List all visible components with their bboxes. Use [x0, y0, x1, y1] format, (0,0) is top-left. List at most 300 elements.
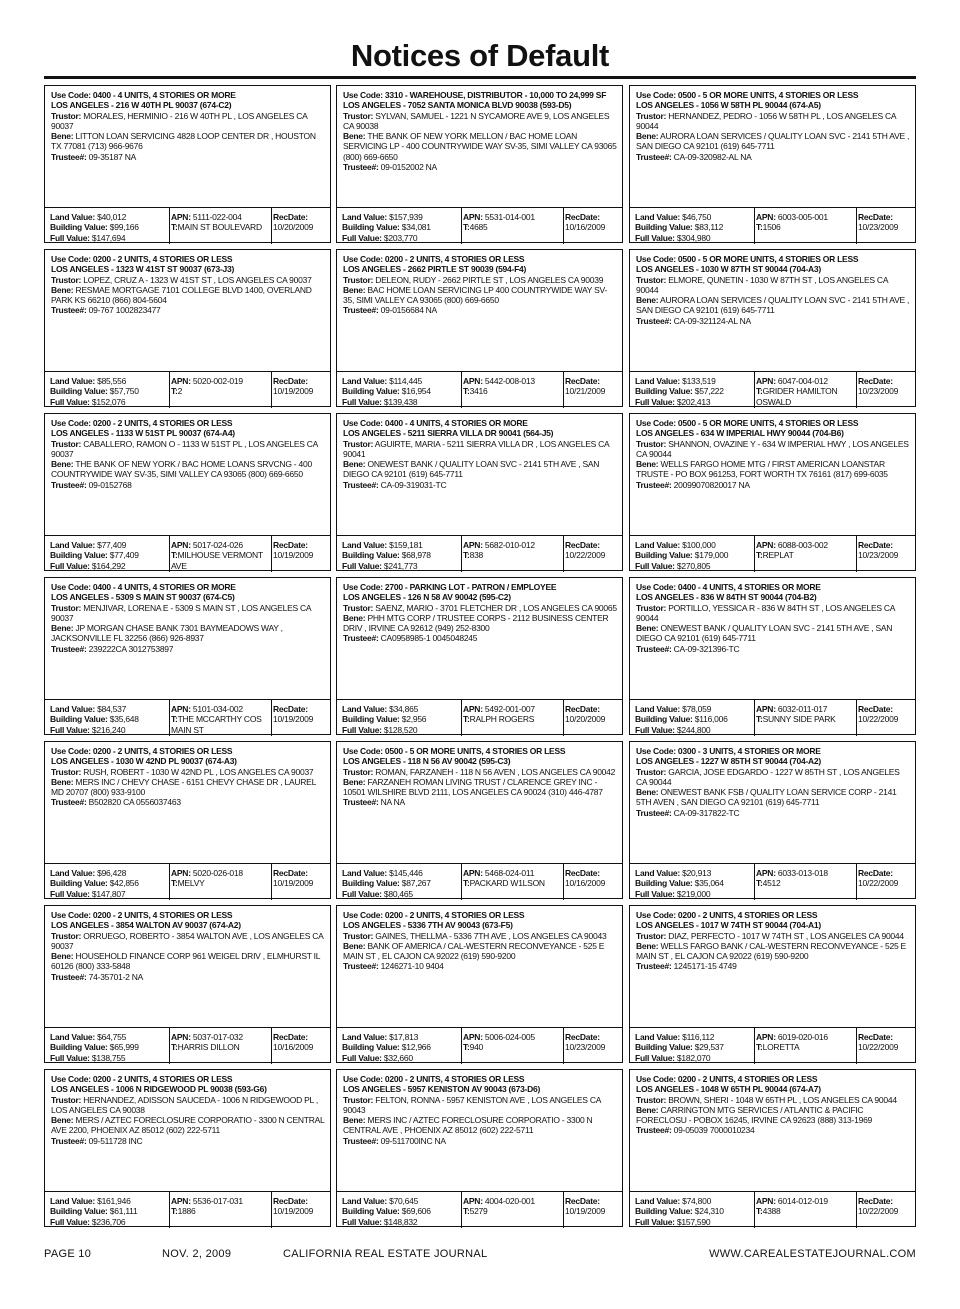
value-column — [635, 1196, 755, 1227]
recdate-value: 10/19/2009 — [273, 550, 314, 561]
trustee-value: 239222CA 3012753897 — [88, 643, 174, 654]
trustee-line — [51, 644, 325, 654]
t-label: T: — [756, 222, 763, 233]
recdate-label: RecDate: — [858, 704, 893, 714]
value-divider — [856, 536, 857, 572]
apn-column — [463, 704, 561, 725]
building-label: Building Value: — [342, 1042, 400, 1053]
trustee-label: Trustee#: — [636, 479, 672, 490]
notice-text — [630, 578, 915, 696]
use-code: Use Code: 0500 - 5 OR MORE UNITS, 4 STORIES OR LESS — [636, 418, 859, 428]
land-label: Land Value: — [50, 212, 95, 222]
apn-label: APN: — [171, 704, 191, 714]
apn-label: APN: — [463, 868, 483, 878]
value-table — [337, 699, 622, 737]
bene-label: Bene: — [343, 940, 366, 951]
trustor-line — [51, 1095, 325, 1116]
apn-label: APN: — [756, 704, 776, 714]
value-column — [635, 540, 755, 571]
apn-value: 5020-026-018 — [192, 868, 243, 878]
bene-label: Bene: — [51, 623, 74, 634]
trustor-value: HERNANDEZ, ADISSON SAUCEDA - 1006 N RIDGEWOOD PL , LOS ANGELES CA 90038 — [51, 1094, 318, 1115]
trustee-label: Trustee#: — [343, 961, 379, 972]
full-value: $182,070 — [676, 1052, 711, 1063]
value-table — [337, 863, 622, 901]
apn-column — [463, 868, 561, 889]
value-divider — [856, 372, 857, 408]
trustee-label: Trustee#: — [51, 643, 87, 654]
bene-value: FARZANEH ROMAN LIVING TRUST / CLARENCE GREY INC - 10501 WILSHIRE BLVD 2111, LOS ANGELES CA 90024 (310) 446-4787 — [343, 776, 603, 798]
bene-line — [51, 1115, 325, 1136]
land-label: Land Value: — [342, 1032, 387, 1042]
building-label: Building Value: — [342, 878, 400, 889]
trustor-label: Trustor: — [343, 110, 374, 121]
apn-column — [171, 868, 269, 889]
t-value: HARRIS DILLON — [177, 1042, 240, 1053]
full-label: Full Value: — [50, 888, 90, 899]
value-column — [50, 212, 170, 243]
bene-value: JP MORGAN CHASE BANK 7301 BAYMEADOWS WAY , JACKSONVILLE FL 32256 (866) 926-8937 — [51, 623, 283, 644]
bene-label: Bene: — [636, 1104, 659, 1115]
land-value: $34,865 — [389, 704, 419, 714]
value-table — [337, 1027, 622, 1065]
apn-label: APN: — [463, 704, 483, 714]
t-label: T: — [171, 386, 178, 397]
t-value: MAIN ST BOULEVARD — [177, 222, 262, 233]
trustee-value: CA-09-321396-TC — [673, 643, 740, 654]
building-label: Building Value: — [635, 1042, 693, 1053]
land-value: $40,012 — [97, 212, 127, 222]
recdate-column — [273, 540, 328, 561]
building-label: Building Value: — [50, 714, 108, 725]
building-label: Building Value: — [635, 550, 693, 561]
t-label: T: — [171, 550, 178, 561]
t-label: T: — [756, 1042, 763, 1053]
trustor-value: ORRUEGO, ROBERTO - 3854 WALTON AVE , LOS ANGELES CA 90037 — [51, 930, 324, 951]
trustor-value: GAINES, THELLMA - 5336 7TH AVE , LOS ANGELES CA 90043 — [375, 930, 607, 941]
t-value: 5279 — [469, 1206, 488, 1217]
full-label: Full Value: — [50, 396, 90, 407]
building-value: $16,954 — [401, 386, 431, 397]
building-label: Building Value: — [50, 878, 108, 889]
bene-value: LITTON LOAN SERVICING 4828 LOOP CENTER DR , HOUSTON TX 77081 (713) 966-9676 — [51, 131, 316, 152]
recdate-column — [273, 212, 328, 233]
notice-record — [629, 905, 916, 1063]
value-table — [337, 207, 622, 245]
value-table — [45, 1191, 330, 1229]
value-table — [630, 699, 915, 737]
trustee-line — [51, 972, 325, 982]
trustor-line — [51, 439, 325, 460]
recdate-column — [565, 868, 620, 889]
full-value: $157,590 — [676, 1216, 711, 1227]
recdate-label: RecDate: — [858, 868, 893, 878]
recdate-column — [858, 1032, 913, 1053]
trustee-label: Trustee#: — [636, 315, 672, 326]
apn-column — [171, 1032, 269, 1053]
full-value: $164,292 — [91, 560, 126, 571]
land-value: $20,913 — [682, 868, 712, 878]
recdate-value: 10/16/2009 — [565, 222, 606, 233]
trustor-line — [343, 275, 617, 285]
apn-label: APN: — [171, 868, 191, 878]
bene-label: Bene: — [343, 1115, 366, 1126]
t-value: RALPH ROGERS — [469, 714, 535, 725]
building-value: $35,064 — [694, 878, 724, 889]
trustor-label: Trustor: — [51, 110, 82, 121]
land-value: $100,000 — [682, 540, 716, 550]
t-value: REPLAT — [762, 550, 794, 561]
trustor-label: Trustor: — [51, 930, 82, 941]
t-value: MELVY — [177, 878, 205, 889]
t-label: T: — [171, 714, 178, 725]
use-code: Use Code: 0200 - 2 UNITS, 4 STORIES OR LESS — [343, 910, 525, 920]
value-column — [635, 376, 755, 407]
value-divider — [563, 536, 564, 572]
value-divider — [271, 536, 272, 572]
trustee-label: Trustee#: — [636, 151, 672, 162]
value-divider — [563, 1192, 564, 1228]
notice-record — [44, 249, 331, 407]
full-value: $202,413 — [676, 396, 711, 407]
trustor-label: Trustor: — [343, 602, 374, 613]
recdate-value: 10/20/2009 — [273, 222, 314, 233]
trustor-line — [343, 603, 617, 613]
trustee-label: Trustee#: — [51, 151, 87, 162]
property-address: LOS ANGELES - 1030 W 87TH ST 90044 (704-A3) — [636, 264, 821, 275]
apn-value: 5682-010-012 — [484, 540, 535, 550]
bene-line — [636, 1105, 910, 1126]
notice-text — [45, 578, 330, 696]
value-column — [342, 376, 462, 407]
trustee-value: 09-0156684 NA — [380, 305, 437, 316]
full-value: $216,240 — [91, 724, 126, 735]
building-value: $65,999 — [109, 1042, 139, 1053]
full-label: Full Value: — [50, 724, 90, 735]
value-table — [630, 535, 915, 573]
bene-line — [636, 787, 910, 808]
recdate-value: 10/22/2009 — [565, 550, 606, 561]
full-label: Full Value: — [635, 396, 675, 407]
t-label: T: — [171, 1042, 178, 1053]
trustee-label: Trustee#: — [343, 305, 379, 316]
bene-value: MERS / AZTEC FORECLOSURE CORPORATIO - 3300 N CENTRAL AVE 2200, PHOENIX AZ 85012 (602) 222-5711 — [51, 1115, 325, 1136]
apn-label: APN: — [756, 212, 776, 222]
use-code: Use Code: 0400 - 4 UNITS, 4 STORIES OR MORE — [636, 582, 821, 592]
trustee-value: CA0958985-1 0045048245 — [380, 633, 478, 644]
trustee-value: B502820 CA 0556037463 — [88, 797, 181, 808]
use-code: Use Code: 0200 - 2 UNITS, 4 STORIES OR LESS — [343, 1074, 525, 1084]
trustor-label: Trustor: — [343, 438, 374, 449]
full-value: $219,000 — [676, 888, 711, 899]
recdate-column — [858, 704, 913, 725]
trustee-label: Trustee#: — [51, 797, 87, 808]
building-value: $42,856 — [109, 878, 139, 889]
value-divider — [856, 1192, 857, 1228]
building-value: $83,112 — [694, 222, 724, 233]
trustee-line — [51, 1136, 325, 1146]
value-table — [630, 863, 915, 901]
bene-line — [343, 1115, 617, 1136]
bene-label: Bene: — [636, 295, 659, 306]
bene-value: HOUSEHOLD FINANCE CORP 961 WEIGEL DRIV , ELMHURST IL 60126 (800) 333-5848 — [51, 951, 320, 972]
bene-line — [51, 951, 325, 972]
land-label: Land Value: — [342, 212, 387, 222]
property-address: LOS ANGELES - 1006 N RIDGEWOOD PL 90038 (593-G6) — [51, 1084, 267, 1095]
bene-line — [51, 777, 325, 798]
value-table — [45, 371, 330, 409]
trustor-value: CABALLERO, RAMON O - 1133 W 51ST PL , LOS ANGELES CA 90037 — [51, 438, 318, 459]
recdate-column — [565, 540, 620, 561]
trustee-line — [636, 1125, 910, 1135]
building-label: Building Value: — [342, 714, 400, 725]
trustor-line — [636, 111, 910, 132]
building-label: Building Value: — [635, 1206, 693, 1217]
notice-text — [630, 250, 915, 368]
t-label: T: — [463, 1206, 470, 1217]
notice-text — [337, 414, 622, 532]
recdate-value: 10/23/2009 — [858, 550, 899, 561]
recdate-column — [858, 868, 913, 889]
trustee-label: Trustee#: — [343, 633, 379, 644]
value-table — [337, 371, 622, 409]
recdate-label: RecDate: — [858, 1032, 893, 1042]
property-address: LOS ANGELES - 1017 W 74TH ST 90044 (704-A1) — [636, 920, 821, 931]
use-code: Use Code: 0400 - 4 UNITS, 4 STORIES OR MORE — [51, 582, 236, 592]
apn-label: APN: — [756, 540, 776, 550]
apn-value: 5111-022-004 — [192, 212, 242, 222]
notice-text — [45, 86, 330, 204]
recdate-label: RecDate: — [565, 376, 600, 386]
full-label: Full Value: — [342, 1216, 382, 1227]
trustor-label: Trustor: — [636, 438, 667, 449]
bene-label: Bene: — [343, 612, 366, 623]
apn-label: APN: — [171, 1196, 191, 1206]
apn-value: 6088-003-002 — [777, 540, 828, 550]
trustor-value: FELTON, RONNA - 5957 KENISTON AVE , LOS ANGELES CA 90043 — [343, 1094, 601, 1115]
notice-text — [337, 1070, 622, 1188]
recdate-label: RecDate: — [273, 868, 308, 878]
bene-label: Bene: — [343, 459, 366, 470]
building-value: $2,956 — [401, 714, 427, 725]
building-label: Building Value: — [342, 550, 400, 561]
land-value: $96,428 — [97, 868, 127, 878]
trustor-value: ELMORE, QUNETIN - 1030 W 87TH ST , LOS ANGELES CA 90044 — [636, 274, 888, 295]
notice-record — [44, 413, 331, 571]
trustor-value: MORALES, HERMINIO - 216 W 40TH PL , LOS ANGELES CA 90037 — [51, 110, 308, 131]
bene-label: Bene: — [51, 776, 74, 787]
trustor-line — [343, 767, 617, 777]
trustor-value: PORTILLO, YESSICA R - 836 W 84TH ST , LOS ANGELES CA 90044 — [636, 602, 895, 623]
full-label: Full Value: — [342, 232, 382, 243]
trustee-value: 09-0152768 — [88, 479, 132, 490]
footer-journal: CALIFORNIA REAL ESTATE JOURNAL — [283, 1248, 488, 1260]
value-table — [45, 207, 330, 245]
land-value: $78,059 — [682, 704, 712, 714]
use-code: Use Code: 0200 - 2 UNITS, 4 STORIES OR LESS — [51, 746, 233, 756]
trustor-label: Trustor: — [636, 930, 667, 941]
full-label: Full Value: — [635, 888, 675, 899]
notice-record — [44, 741, 331, 899]
apn-value: 5037-017-032 — [192, 1032, 243, 1042]
recdate-column — [565, 212, 620, 233]
building-label: Building Value: — [50, 1206, 108, 1217]
bene-line — [636, 295, 910, 316]
value-divider — [271, 1192, 272, 1228]
notice-record — [44, 85, 331, 243]
value-divider — [856, 208, 857, 244]
bene-line — [636, 941, 910, 962]
trustor-value: LOPEZ, CRUZ A - 1323 W 41ST ST , LOS ANGELES CA 90037 — [83, 274, 312, 285]
apn-column — [171, 540, 269, 571]
full-label: Full Value: — [635, 560, 675, 571]
apn-label: APN: — [756, 1196, 776, 1206]
recdate-column — [858, 1196, 913, 1217]
building-label: Building Value: — [635, 714, 693, 725]
trustor-value: BROWN, SHERI - 1048 W 65TH PL , LOS ANGELES CA 90044 — [668, 1094, 897, 1105]
trustor-label: Trustor: — [636, 1094, 667, 1105]
value-table — [45, 699, 330, 737]
apn-label: APN: — [756, 376, 776, 386]
bene-label: Bene: — [51, 459, 74, 470]
trustee-label: Trustee#: — [636, 807, 672, 818]
building-value: $87,267 — [401, 878, 431, 889]
trustee-value: 09-05039 7000010234 — [673, 1125, 755, 1136]
bene-line — [636, 623, 910, 644]
notice-text — [630, 86, 915, 204]
bene-label: Bene: — [51, 951, 74, 962]
full-value: $148,832 — [383, 1216, 418, 1227]
notice-text — [630, 742, 915, 860]
apn-label: APN: — [171, 540, 191, 550]
trustee-label: Trustee#: — [343, 797, 379, 808]
t-label: T: — [171, 1206, 178, 1217]
building-value: $24,310 — [694, 1206, 724, 1217]
notice-record — [629, 741, 916, 899]
property-address: LOS ANGELES - 2662 PIRTLE ST 90039 (594-F4) — [343, 264, 527, 275]
trustee-label: Trustee#: — [343, 162, 379, 173]
trustee-value: 09-0152002 NA — [380, 162, 437, 173]
bene-value: THE BANK OF NEW YORK MELLON / BAC HOME LOAN SERVICING LP - 400 COUNTRYWIDE WAY SV-35, SIMI VALLEY CA 93065 (800) 669-6650 — [343, 131, 617, 162]
building-label: Building Value: — [635, 386, 693, 397]
value-table — [337, 1191, 622, 1229]
land-label: Land Value: — [635, 212, 680, 222]
apn-value: 5492-001-007 — [484, 704, 535, 714]
bene-line — [51, 131, 325, 152]
property-address: LOS ANGELES - 5957 KENISTON AV 90043 (673-D6) — [343, 1084, 541, 1095]
t-label: T: — [756, 714, 763, 725]
notice-text — [45, 906, 330, 1024]
building-value: $29,537 — [694, 1042, 724, 1053]
use-code: Use Code: 0200 - 2 UNITS, 4 STORIES OR LESS — [636, 1074, 818, 1084]
trustee-value: 09-511700INC NA — [380, 1135, 446, 1146]
building-value: $12,966 — [401, 1042, 431, 1053]
land-value: $77,409 — [97, 540, 127, 550]
value-table — [630, 207, 915, 245]
trustee-value: 74-35701-2 NA — [88, 971, 144, 982]
value-column — [635, 868, 755, 899]
footer-url: WWW.CAREALESTATEJOURNAL.COM — [709, 1248, 916, 1260]
notice-record — [336, 905, 623, 1063]
land-value: $161,946 — [97, 1196, 131, 1206]
use-code: Use Code: 0200 - 2 UNITS, 4 STORIES OR LESS — [51, 1074, 233, 1084]
value-table — [45, 1027, 330, 1065]
recdate-label: RecDate: — [565, 868, 600, 878]
building-label: Building Value: — [342, 222, 400, 233]
recdate-column — [565, 704, 620, 725]
building-value: $116,006 — [694, 714, 728, 725]
bene-line — [343, 459, 617, 480]
recdate-value: 10/23/2009 — [858, 222, 899, 233]
recdate-value: 10/16/2009 — [273, 1042, 314, 1053]
t-value: THE MCCARTHY COS MAIN ST — [171, 714, 262, 735]
value-column — [342, 1196, 462, 1227]
value-divider — [563, 864, 564, 900]
value-divider — [271, 1028, 272, 1064]
bene-line — [343, 285, 617, 306]
trustee-line — [636, 316, 910, 326]
trustee-label: Trustee#: — [636, 643, 672, 654]
bene-value: AURORA LOAN SERVICES / QUALITY LOAN SVC - 2141 5TH AVE , SAN DIEGO CA 92101 (619) 645-7711 — [636, 131, 910, 152]
land-value: $74,800 — [682, 1196, 712, 1206]
value-divider — [856, 700, 857, 736]
recdate-label: RecDate: — [565, 540, 600, 550]
building-label: Building Value: — [50, 550, 108, 561]
property-address: LOS ANGELES - 118 N 56 AV 90042 (595-C3) — [343, 756, 511, 767]
building-value: $35,648 — [109, 714, 139, 725]
trustee-label: Trustee#: — [343, 479, 379, 490]
land-label: Land Value: — [50, 704, 95, 714]
trustor-line — [51, 767, 325, 777]
t-label: T: — [756, 386, 763, 397]
land-label: Land Value: — [50, 540, 95, 550]
full-value: $139,438 — [383, 396, 418, 407]
land-value: $133,519 — [682, 376, 716, 386]
t-value: LORETTA — [762, 1042, 800, 1053]
use-code: Use Code: 0400 - 4 UNITS, 4 STORIES OR MORE — [343, 418, 528, 428]
apn-column — [756, 704, 854, 725]
trustee-value: CA-09-319031-TC — [380, 479, 447, 490]
trustor-line — [636, 603, 910, 624]
notice-record — [44, 577, 331, 735]
notice-text — [45, 742, 330, 860]
use-code: Use Code: 0300 - 3 UNITS, 4 STORIES OR MORE — [636, 746, 821, 756]
bene-line — [343, 941, 617, 962]
bene-value: MERS INC / CHEVY CHASE - 6151 CHEVY CHASE DR , LAUREL MD 20707 (800) 933-9100 — [51, 776, 316, 798]
t-value: SUNNY SIDE PARK — [762, 714, 836, 725]
trustee-line — [343, 961, 617, 971]
value-column — [635, 212, 755, 243]
trustor-value: SHANNON, OVAZINE Y - 634 W IMPERIAL HWY , LOS ANGELES CA 90044 — [636, 438, 909, 459]
apn-column — [171, 212, 269, 233]
land-value: $70,645 — [389, 1196, 419, 1206]
value-column — [342, 704, 462, 735]
apn-label: APN: — [171, 212, 191, 222]
land-value: $114,445 — [389, 376, 422, 386]
recdate-column — [858, 540, 913, 561]
full-label: Full Value: — [342, 396, 382, 407]
apn-value: 6047-004-012 — [777, 376, 828, 386]
apn-column — [756, 376, 854, 407]
apn-value: 5442-008-013 — [484, 376, 535, 386]
trustor-label: Trustor: — [343, 930, 374, 941]
recdate-column — [273, 1032, 328, 1053]
apn-column — [463, 212, 561, 233]
use-code: Use Code: 0200 - 2 UNITS, 4 STORIES OR LESS — [51, 910, 233, 920]
notice-record — [336, 413, 623, 571]
trustor-value: RUSH, ROBERT - 1030 W 42ND PL , LOS ANGELES CA 90037 — [83, 766, 314, 777]
full-value: $80,465 — [383, 888, 413, 899]
